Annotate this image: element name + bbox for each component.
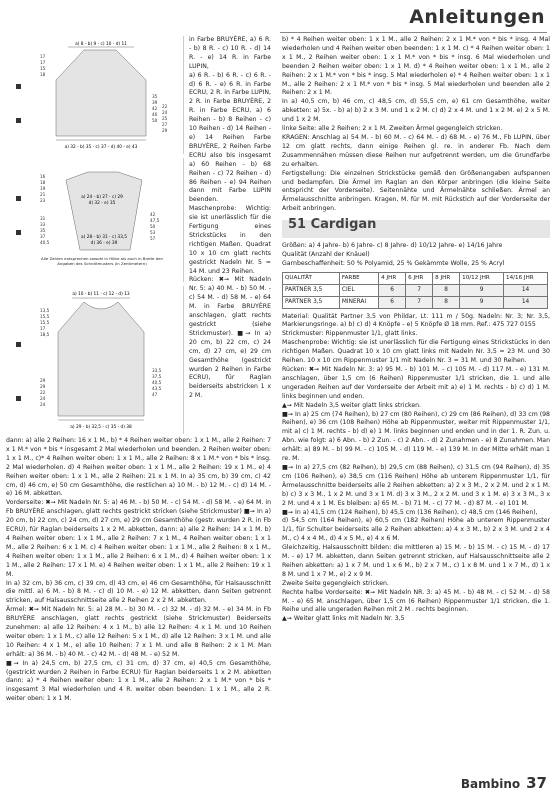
svg-text:15,5: 15,5 [40,320,50,325]
svg-text:21: 21 [40,192,46,197]
svg-text:17: 17 [40,54,46,59]
svg-text:24: 24 [162,110,168,115]
paragraph: Rechte halbe Vorderseite: ✖➞ Mit Nadeln NR. 3: a) 45 M. - b) 48 M. - c) 52 M. - d) 58 M. - e) 65 M. anschlagen, über 1,5 cm (6 Reihen) Rippenmuster 1/1 stricken, die 1. Reihe und alle ungeraden Reihen mit 2 M . rechts beginnen. [282,588,550,614]
paragraph: b) * 4 Reihen weiter oben: 1 x 1 M., alle 2 Reihen: 2 x 1 M.* von * bis * insg. 4 Mal wiederholen und 4 Reihen weiter oben beenden: 1 x 1 M. c) * 4 Reihen weiter oben: 1 x 1 M., 2 Reihen weiter oben: 1 x 1 M.* von * bis * insg. 6 Mal wiederholen und beenden 2 Reihen weiter oben: 1 x 1 M. d) * 4 Reihen weiter oben: 1 x 1 M., alle 2 Reihen: 2 x 1 M.* von * bis * insg. 5 Mal wiederholen e) * 4 Reihen weiter oben: 1 x 1 M., alle 2 Reihen: 2 x 1 M.* von * bis * insg. 5 Mal wiederholen und beenden alle 2 Reihen: 2 x 1 M. [282,36,550,97]
column-a-top-text [189,36,271,401]
svg-text:18: 18 [40,72,46,77]
svg-text:33,5: 33,5 [152,368,162,373]
svg-text:d) 36 - e) 39: d) 36 - e) 39 [90,241,118,246]
section-title: 51 Cardigan [288,217,377,233]
paragraph: Maschenprobe: Wichtig: sie ist unerlässlich für die Fertigung eines Strickstücks in den richtigen Maßen. Quadrat 10 x 10 cm glatt links mit Nadeln Nr. 3,5 = 23 M. und 30 Reihen. 10 x 10 cm Rippenmuster 1/1 mit Nadeln Nr. 3 = 31 M. und 30 Reihen. [282,339,550,365]
paragraph: in Farbe BRUYÈRE, a) 6 R. - b) 8 R. - c) 10 R. - d) 14 R. - e) 14 R. in Farbe LUPIN, [189,36,271,70]
paragraph: Material: Qualität Partner 3,5 von Phildar, Lt. 111 m / 50g. Nadeln: Nr. 3; Nr. 3,5, Markierungsringe. a) b) c) d) 4 Knöpfe - e) 5 Knöpfe Ø 18 mm. Ref.: 475 727 0155 [282,312,550,329]
paragraph: Gleichzeitig, Halsausschnitt bilden: die mittleren a) 15 M. - b) 15 M. - c) 15 M. - d) 17 M. - e) 17 M. abketten, dann Seiten getrennt stricken, auf Halsausschnittseite alle 2 Reihen abketten: a) 1 x 7 M. und 1 x 6 M., b) 2 x 7 M., c) 1 x 8 M. und 1 x 7 M., d) 1 x 8 M. und 1 x 7 M., e) 2 x 9 M. [282,544,550,578]
table-header-cell: QUALITÄT [283,272,340,284]
table-row: PARTNER 3,5 CIEL 6 7 8 9 14 [283,284,548,296]
table-header-cell: FARBE [339,272,378,284]
svg-text:a) 28 - b) 31 - c) 33,5: a) 28 - b) 31 - c) 33,5 [81,235,127,240]
table-row: PARTNER 3,5 MINERAI 6 7 8 9 14 [283,296,548,308]
paragraph: ▲➞ Mit Nadeln 3,5 weiter glatt links stricken. [282,401,422,409]
column-a-bottom-text [6,437,271,704]
paragraph: Garnbeschaffenheit: 50 % Polyamid, 25 % Gekämmte Wolle, 25 % Acryl [282,259,505,267]
table-header-row [283,272,548,284]
svg-text:53: 53 [150,230,156,235]
quality-table [282,272,548,309]
svg-text:40,5: 40,5 [152,380,162,385]
paragraph: Rücken: ✖➞ Mit Nadeln Nr. 3: a) 95 M. - b) 101 M. - c) 105 M. - d) 117 M. - e) 131 M. anschlagen, über 1,5 cm (6 Reihen) Rippenmuster 1/1 stricken, die 1. und alle ungeraden Reihen auf der Vorderseite der Arbeit mit a) e) 1 M. rechts - b) c) d) 1 M. links beginnen und enden. [282,366,550,400]
svg-text:15,5: 15,5 [40,314,50,319]
svg-text:13,5: 13,5 [40,308,50,313]
svg-text:15: 15 [40,66,46,71]
svg-text:37: 37 [40,234,46,239]
paragraph: ■➞ In a) 24,5 cm, b) 27,5 cm, c) 31 cm, d) 37 cm, e) 40,5 cm Gesamthöhe, (gestrickt wurden 2 Reihen in Farbe ECRU) für Raglan beiderseits 1 x 2 M. abketten dann: a) * 4 Reihen weiter oben: 1 x 1 M., alle 2 Reihen: 2 x 1 M.* von * bis * insgesamt 3 Mal wiederholen und 4 R. weiter oben beenden: 1 x 1 M., alle 2 R. weiter oben: 1 x 1 M. [6,659,271,703]
paragraph: a) 6 R. - b) 6 R. - c) 6 R. - d) 6 R. - e) 6 R. in Farbe ECRU, 2 R. in Farbe LUPIN, 2 R. in Farbe BRUYÈRE, 2 R. in Farbe ECRU, a) 6 Reihen - b) 8 Reihen - c) 10 Reihen - d) 14 Reihen - e) 14 Reihen Farbe BRUYÈRE, 2 Reihen Farbe ECRU also bis insgesamt a) 60 Reihen - b) 68 Reihen - c) 72 Reihen - d) 86 Reihen - e) 94 Reihen dann mit Farbe LUPIN beenden. [189,71,271,204]
page-number: 37 [526,774,547,792]
svg-text:31: 31 [40,216,46,221]
column-b-text [282,36,550,624]
svg-text:29: 29 [40,384,46,389]
schematic-back-bottom-label: a) 32 - b) 35 - c) 37 - d) 40 - e) 43 [64,145,138,150]
paragraph: ▲➞ Weiter glatt links mit Nadeln Nr. 3,5 [282,615,405,623]
paragraph: ■➞ In a) 41,5 cm (124 Reihen), b) 45,5 cm (136 Reihen), c) 48,5 cm (146 Reihen), [282,508,538,516]
paragraph: KRAGEN: Anschlag a) 54 M. - b) 60 M. - c) 64 M. - d) 68 M. - e) 76 M., Fb LUPIN, über 12 cm glatt rechts, dann einige Reihen gl. re. in anderer Fb. Nach dem Zusammennähen müssen diese Reihen nur aufgetrennt werden, um die Grundfarbe zu erhalten. [282,133,550,168]
paragraph: Zweite Seite gegengleich stricken. [282,579,389,587]
svg-text:47,5: 47,5 [150,218,160,223]
svg-text:42: 42 [150,212,156,217]
diagram-column [6,36,184,438]
page-header-title: Anleitungen [409,6,545,28]
svg-text:18,5: 18,5 [40,332,50,337]
table-header-cell: 6 JHR [406,272,433,284]
paragraph: dann: a) alle 2 Reihen: 16 x 1 M., b) * 4 Reihen weiter oben: 1 x 1 M., alle 2 Reihen: 7 x 1 M.* von * bis * insgesamt 2 Mal wiederholen und beenden. 2 Reihen weiter oben: 1 x 1 M., c)* 4 Reihen weiter oben: 1 x 1 M., alle 2 Reihen: 8 x 1 M.* von * bis * insg. 2 Mal wiederholen. d) 4 Reihen weiter oben: 1 x 1 M., alle 2 Reihen: 19 x 1 M., e) 4 Reihen weiter oben: 1 x 1 M., alle 2 Reihen: 21 x 1 M. In a) 35 cm, b) 39 cm, c) 42 cm, d) 46 cm, e) 50 cm Gesamthöhe, die restlichen a) 10 M. - b) 12 M. - c) d) 14 M. - e) 16 M. abketten. [6,437,271,498]
paragraph: linke Seite: alle 2 Reihen: 2 x 1 M. Zweiten Ärmel gegengleich stricken. [282,125,503,133]
svg-text:46: 46 [152,112,158,117]
svg-text:42: 42 [152,106,158,111]
schematic-sleeve [6,158,184,282]
schematic-note: Alle Zahlen entsprechen sowohl in Höhe als auch in Breite den Angaben des Schnittmusters (in Zentimetern) [41,256,163,266]
paragraph: Qualität (Anzahl der Knäuel) [282,251,370,259]
paragraph: d) 54,5 cm (164 Reihen), e) 60,5 cm (182 Reihen) Höhe ab unterem Rippenmuster 1/1, für Schulter beiderseits alle 2 Reihen abketten: a) 4 x 3 M., b) 2 x 3 M. und 2 x 4 M., c) 4 x 4 M., d) 4 x 5 M., e) 4 x 6 M. [282,517,550,543]
svg-text:29: 29 [40,378,46,383]
header-rule [280,32,547,33]
paragraph: ■➞ In a) 27,5 cm (82 Reihen), b) 29,5 cm (88 Reihen), c) 31,5 cm (94 Reihen), d) 35 cm (106 Reihen), e) 38,5 cm (116 Reihen) Höhe ab unterem Rippenmuster 1/1, für Ärmelausschnitte beiderseits alle 2 Reihen abketten: a) 2 x 3 M., 2 x 2 M. und 2 x 1 M. b) c) 3 x 3 M., 1 x 2 M. und 3 x 1 M. d) 3 x 3 M., 2 x 2 M. und 3 x 1 M. e) 3 x 3 M., 3 x 2 M. und 4 x 1 M. Es bleiben: a) 65 M. - b) 71 M. - c) 77 M. - d) 87 M. - e) 101 M. [282,463,550,507]
svg-text:47: 47 [152,392,158,397]
svg-text:23: 23 [40,198,46,203]
svg-text:35: 35 [152,94,158,99]
svg-text:33: 33 [40,222,46,227]
schematic-back-top-label: a) 8 - b) 9 - c) 10 - d) 11 [75,42,127,47]
schematic-front [6,286,184,434]
svg-text:a) 24 - b) 27 - c) 29: a) 24 - b) 27 - c) 29 [81,195,123,200]
svg-text:19: 19 [40,186,46,191]
svg-text:17: 17 [40,60,46,65]
svg-text:40,5: 40,5 [40,240,50,245]
paragraph: Maschenprobe: Wichtig: sie ist unerlässlich für die Fertigung eines Strickstücks in den richtigen Maßen. Quadrat 10 x 10 cm glatt rechts gestrickt Nadeln Nr. 5 = 14 M. und 23 Reihen. [189,205,271,275]
svg-text:50: 50 [150,224,156,229]
svg-text:50: 50 [152,118,158,123]
svg-text:22: 22 [40,390,46,395]
section-heading-bar [282,217,550,238]
paragraph: Vorderseite: ✖➞ Mit Nadeln Nr. 5: a) 46 M. - b) 50 M. - c) 54 M. - d) 58 M. - e) 64 M. in Fb BRUYÈRE anschlagen, glatt rechts gestrickt stricken (siehe Strickmuster) ■➞ In a) 20 cm, b) 22 cm, c) 24 cm, d) 27 cm, e) 29 cm Gesamthöhe (gestr. wurden 2 R. in Fb ECRU), für Raglan beiderseits 1 x 2 M. abketten, dann: a) alle 2 Reihen: 14 x 1 M. b) 4 Reihen weiter oben: 1 x 1 M., alle 2 Reihen: 7 x 1 M., 4 Reihen weiter oben: 1 x 1 M., alle 2 Reihen: 6 x 1 M. c) 4 Reihen weiter oben: 1 x 1 M., alle 2 Reihen: 8 x 1 M., 4 Reihen weiter oben: 1 x 1 M., alle 2 Reihen: 6 x 1 M., d) 4 Reihen weiter oben: 1 x 1 M., alle 2 Reihen: 17 x 1 M. e) 4 Reihen weiter oben: 1 x 1 M., alle 2 Reihen: 19 x 1 M. [6,499,271,578]
svg-text:27: 27 [162,122,168,127]
svg-text:22: 22 [162,104,168,109]
schematic-back [6,36,184,154]
page-footer [461,774,547,792]
svg-text:57: 57 [150,236,156,241]
svg-text:39: 39 [152,100,158,105]
table-header-cell: 10/12 JHR [460,272,504,284]
paragraph: Strickmuster: Rippenmuster 1/1, glatt links. [282,330,418,338]
svg-text:35: 35 [40,228,46,233]
svg-text:24: 24 [40,402,46,407]
svg-text:29: 29 [162,128,168,133]
svg-text:a) 29 - b) 32,5 - c) 35 - d) 3: a) 29 - b) 32,5 - c) 35 - d) 38 [70,425,132,430]
footer-brand: Bambino [460,777,521,791]
svg-text:37,5: 37,5 [152,374,162,379]
paragraph: Fertigstellung: Die einzelnen Strickstücke gemäß den Größenangaben aufspannen und bedampfen. Die Ärmel im Raglan an den Körper anbringen (die kleine Seite entspricht der Vorderseite). Seitennähte und Ärmelnähte schließen. Ärmel an Ärmelausschnitte anbringen. Kragen, M. für M. mit Rückstich auf der Vorderseite der Arbeit anbringen. [282,169,550,213]
svg-text:16: 16 [40,174,46,179]
rueck-paragraph: Rücken: ✖➞ Mit Nadeln Nr. 5: a) 40 M. - b) 50 M. - c) 54 M. - d) 58 M. - e) 64 M. in Farbe BRUYÈRE anschlagen, glatt rechts gestrickt (siehe Strickmuster). ■➞ In a) 20 cm, b) 22 cm, c) 24 cm, d) 27 cm, e) 29 cm Gesamthöhe (gestrickt wurden 2 Reihen in Farbe ECRU), für Raglan beiderseits abstricken 1 x 2 M. [189,276,271,400]
svg-text:d) 32 - e) 35: d) 32 - e) 35 [88,201,116,206]
svg-text:18: 18 [40,180,46,185]
svg-text:24: 24 [40,396,46,401]
table-header-cell: 14/16 JHR [504,272,548,284]
svg-text:17: 17 [40,326,46,331]
paragraph: In a) 40,5 cm, b) 46 cm, c) 48,5 cm, d) 55,5 cm, e) 61 cm Gesamthöhe, weiter abketten: a) 5x. - b) a) b) 2 x 3 M. und 1 x 2 M. c) d) 2 x 4 M. und 1 x 2 M. e) 2 x 5 M. und 1 x 2 M. [282,98,550,124]
svg-text:a) 10 - b) 11 - c) 12 - d) 13: a) 10 - b) 11 - c) 12 - d) 13 [72,292,130,297]
paragraph: In a) 32 cm, b) 36 cm, c) 39 cm, d) 43 cm, e) 46 cm Gesamthöhe, für Halsausschnitt die mittl. a) 6 M. - b) 8 M. - c) d) 10 M. - e) 12 M. abketten, dann Seiten getrennt stricken, auf Halsausschnittseite alle 2 Reihen 2 x 2 M. abketten. [6,579,271,605]
paragraph: ■➞ In a) 25 cm (74 Reihen), b) 27 cm (80 Reihen), c) 29 cm (86 Reihen), d) 33 cm (98 Reihen), e) 36 cm (108 Reihen) Höhe ab Rippenmuster, weiter mit Rippenmuster 1/1, mit a) c) 1 M. rechts - b) d) e) 1 M. links beginnen und enden und in der 1. R. Zun. u. Abn. wie folgt: a) 6 Abn. - b) 2 Zun. - c) 2 Abn. - d) 2 Zunahmen - e) 8 Zunahmen. Man erhält: a) 89 M. - b) 99 M. - c) 105 M. - d) 119 M. - e) 139 M. In der Mitte erhält man 1 re. M. [282,410,550,463]
paragraph: Größen: a) 4 Jahre- b) 6 Jahre- c) 8 Jahre- d) 10/12 Jahre- e) 14/16 Jahre [282,242,503,250]
table-header-cell: 4 JHR [379,272,406,284]
svg-text:25: 25 [162,116,168,121]
paragraph: Ärmel: ✖➞ Mit Nadeln Nr. 5: a) 28 M. - b) 30 M. - c) 32 M. - d) 32 M. - e) 34 M. in Fb BRUYÈRE anschlagen, glatt rechts gestrickt (siehe Strickmuster) Beiderseits zunehmen: a) alle 12 Reihen: 4 x 1 M., b) alle 12 Reihen: 4 x 1 M. und 10 Reihen weiter oben: 1 x 1 M., c) alle 12 Reihen: 5 x 1 M., d) alle 12 Reihen: 3 x 1 M. und alle 10 Reihen: 4 x 1 M., e) alle 10 Reihen: 7 x 1 M. und alle 8 Reihen: 2 x 1 M. Man erhält: a) 36 M. - b) 40 M. - c) 42 M. - d) 48 M. - e) 52 M. [6,606,271,658]
table-header-cell: 8 JHR [433,272,460,284]
svg-text:43,5: 43,5 [152,386,162,391]
